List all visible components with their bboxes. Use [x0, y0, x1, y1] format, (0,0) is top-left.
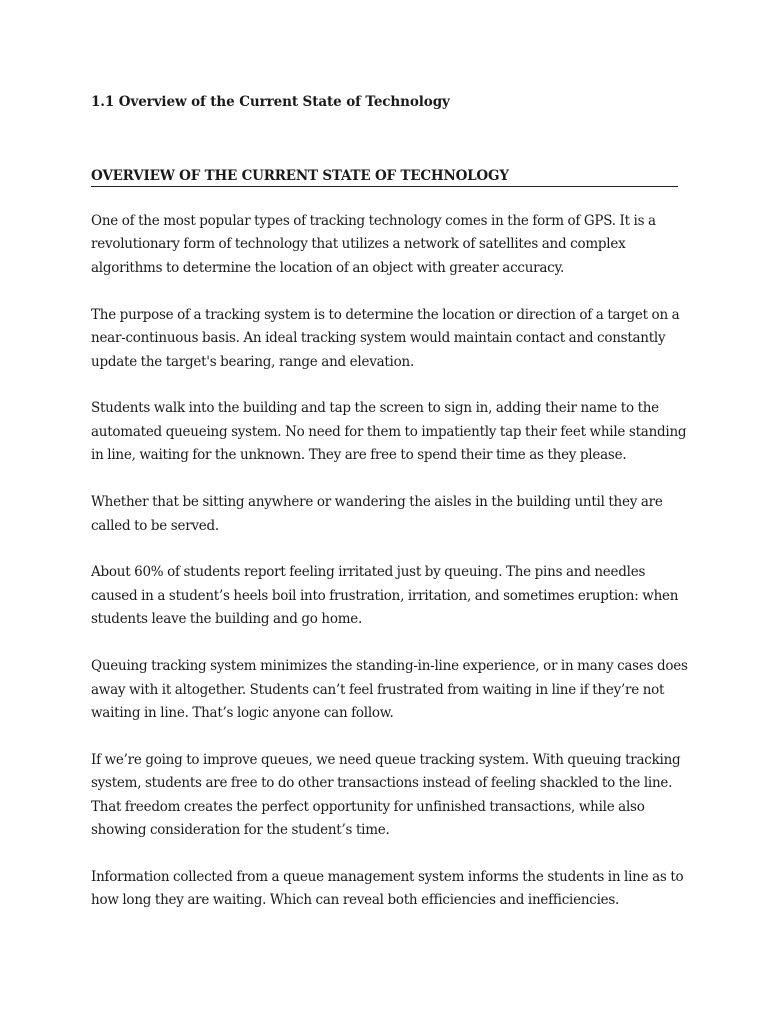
paragraph-line: in line, waiting for the unknown. They are free to spend their time as they please.: [91, 447, 627, 464]
paragraph-8: [91, 866, 684, 913]
paragraph-3: [91, 397, 687, 467]
paragraph-4: [91, 491, 681, 538]
paragraph-1: [91, 210, 681, 280]
paragraph-line: system, students are free to do other transactions instead of feeling shackled to the line.: [91, 775, 673, 792]
paragraph-line: students leave the building and go home.: [91, 611, 363, 628]
paragraph-line: One of the most popular types of tracking technology comes in the form of GPS. It is a: [91, 213, 656, 229]
paragraph-line: caused in a student’s heels boil into frustration, irritation, and sometimes eruption: when: [91, 587, 679, 604]
paragraph-line: Students walk into the building and tap the screen to sign in, adding their name to the: [91, 400, 659, 417]
paragraph-line: near-continuous basis. An ideal tracking system would maintain contact and constantly: [91, 330, 666, 347]
paragraph-line: away with it altogether. Students can’t feel frustrated from waiting in line if they’re not: [91, 681, 665, 698]
paragraph-line: The purpose of a tracking system is to determine the location or direction of a target on a: [91, 306, 680, 323]
paragraph-line: Whether that be sitting anywhere or wandering the aisles in the building until they are: [91, 494, 663, 511]
paragraph-line: revolutionary form of technology that utilizes a network of satellites and complex: [91, 236, 626, 253]
paragraph-line: algorithms to determine the location of an object with greater accuracy.: [91, 259, 565, 276]
paragraph-line: That freedom creates the perfect opportunity for unfinished transactions, while also: [91, 798, 645, 815]
paragraph-line: called to be served.: [91, 517, 219, 534]
paragraph-line: how long they are waiting. Which can reveal both efficiencies and inefficiencies.: [91, 892, 620, 909]
paragraph-5: [91, 561, 681, 631]
paragraph-6: [91, 655, 688, 725]
overview-heading: OVERVIEW OF THE CURRENT STATE OF TECHNOLOGY: [91, 168, 678, 187]
paragraph-line: Information collected from a queue management system informs the students in line as to: [91, 869, 684, 886]
paragraph-line: showing consideration for the student’s time.: [91, 822, 390, 839]
paragraph-line: About 60% of students report feeling irritated just by queuing. The pins and needles: [91, 564, 646, 581]
paragraph-line: automated queueing system. No need for them to impatiently tap their feet while standing: [91, 423, 687, 440]
paragraph-line: If we’re going to improve queues, we need queue tracking system. With queuing tracking: [91, 751, 681, 768]
paragraph-line: Queuing tracking system minimizes the standing-in-line experience, or in many cases does: [91, 658, 688, 675]
paragraph-2: [91, 304, 681, 374]
section-heading: 1.1 Overview of the Current State of Technology: [91, 94, 450, 110]
paragraph-line: waiting in line. That’s logic anyone can follow.: [91, 705, 394, 721]
paragraph-line: update the target's bearing, range and elevation.: [91, 353, 414, 370]
document-body: [91, 210, 688, 936]
paragraph-7: [91, 749, 681, 843]
